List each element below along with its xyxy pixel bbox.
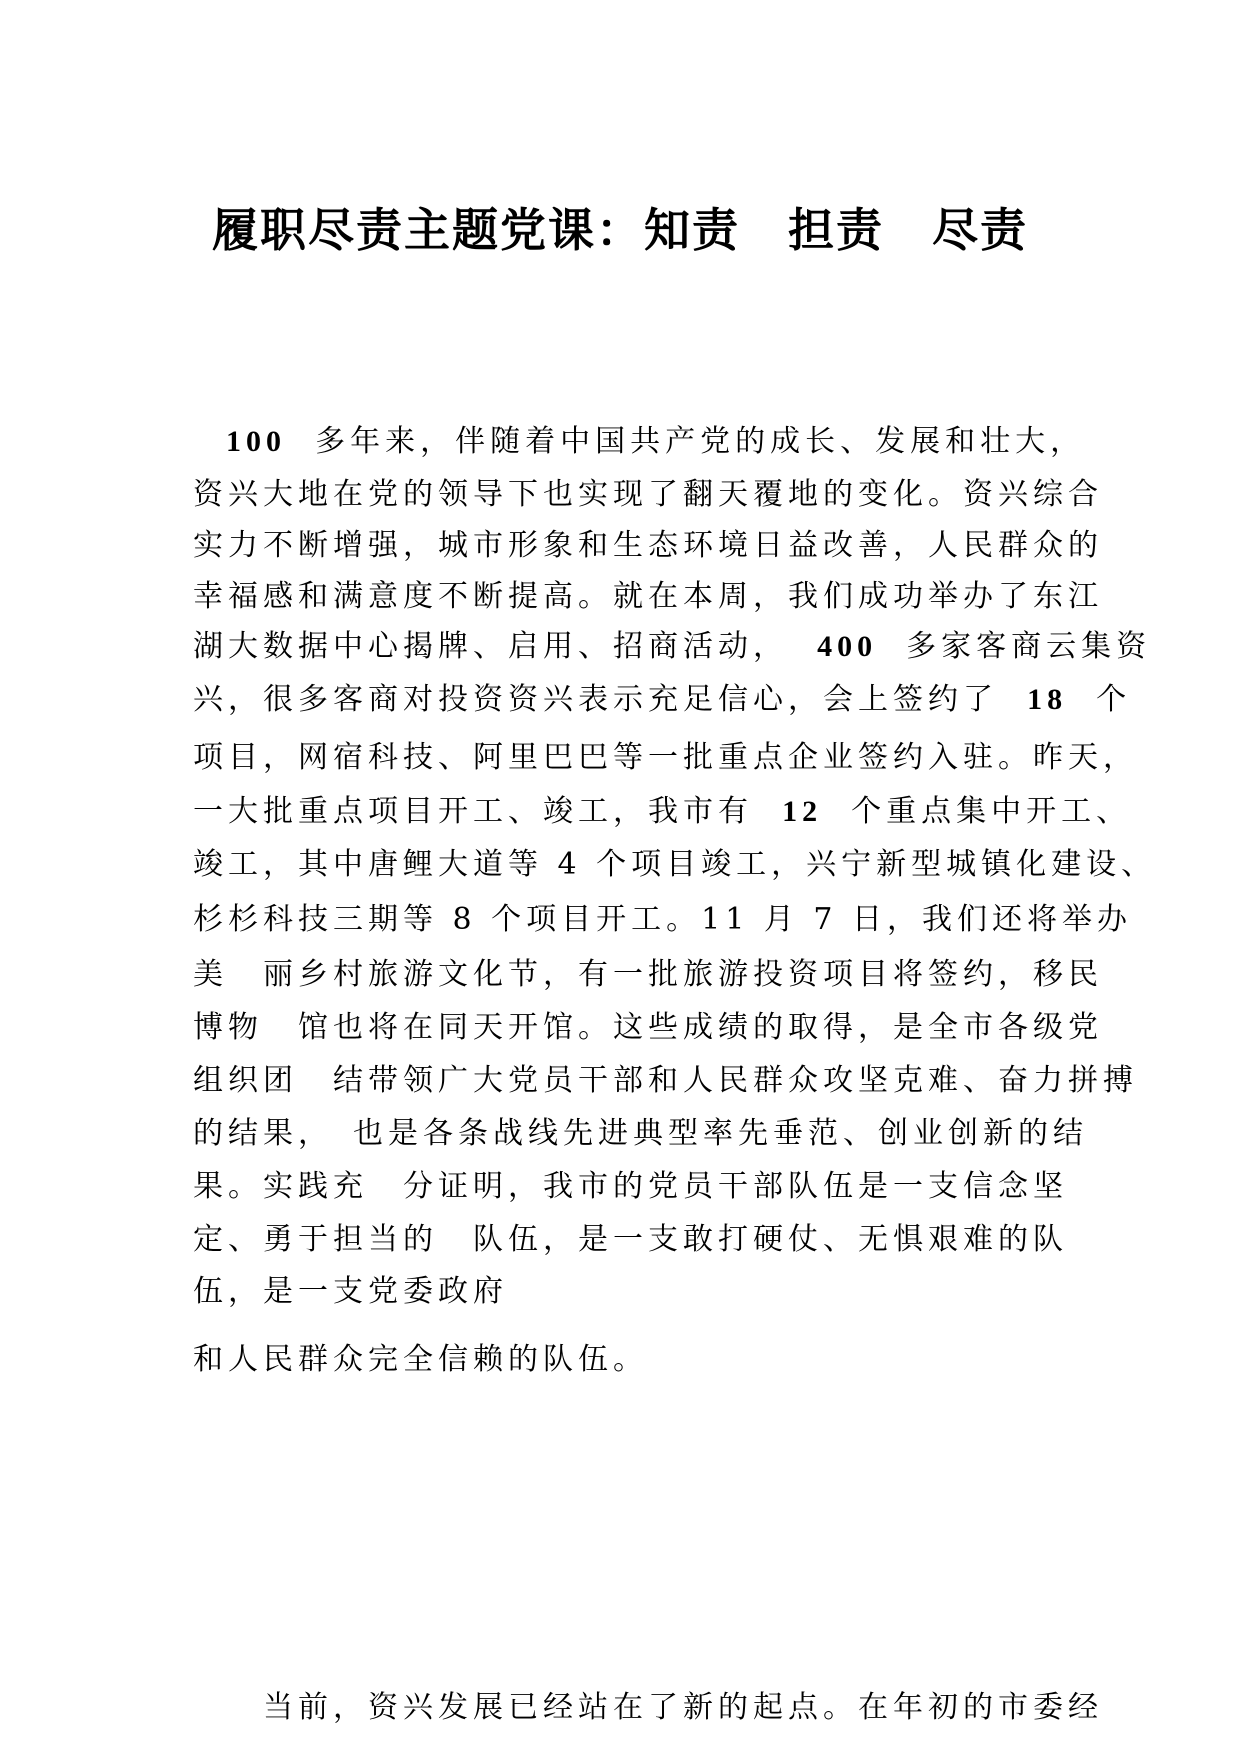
paragraph-line: 伍，是一支党委政府 bbox=[193, 1274, 508, 1309]
document-title: 履职尽责主题党课：知责 担责 尽责 bbox=[212, 203, 1028, 257]
paragraph-line: 资兴大地在党的领导下也实现了翻天覆地的变化。资兴综合 bbox=[193, 477, 1103, 512]
line-text: 个重点集中开工、 bbox=[822, 794, 1132, 829]
line-text: 一大批重点项目开工、竣工，我市有 bbox=[193, 794, 783, 829]
paragraph-line bbox=[193, 792, 1131, 832]
paragraph-line: 当前，资兴发展已经站在了新的起点。在年初的市委经 bbox=[263, 1690, 1103, 1725]
paragraph-line bbox=[193, 627, 1151, 667]
paragraph-line: 的结果， 也是各条战线先进典型率先垂范、创业创新的结 bbox=[193, 1116, 1088, 1151]
paragraph-line: 组织团 结带领广大党员干部和人民群众攻坚克难、奋力拼搏 bbox=[193, 1063, 1138, 1098]
number-text: 12 bbox=[782, 795, 823, 828]
paragraph-line bbox=[193, 680, 1131, 720]
line-text: 多家客商云集资 bbox=[877, 629, 1152, 664]
paragraph-line: 美 丽乡村旅游文化节，有一批旅游投资项目将签约，移民 bbox=[193, 957, 1103, 992]
line-text: 个 bbox=[1067, 682, 1132, 717]
number-text: 100 bbox=[226, 425, 286, 458]
paragraph-line: 竣工，其中唐鲤大道等 4 个项目竣工，兴宁新型城镇化建设、 bbox=[193, 847, 1157, 882]
line-text: 多年来，伴随着中国共产党的成长、发展和壮大， bbox=[286, 424, 1086, 459]
paragraph-line: 和人民群众完全信赖的队伍。 bbox=[193, 1342, 648, 1377]
paragraph-line: 实力不断增强，城市形象和生态环境日益改善，人民群众的 bbox=[193, 528, 1103, 563]
number-text: 18 bbox=[1027, 683, 1068, 716]
paragraph-line: 博物 馆也将在同天开馆。这些成绩的取得，是全市各级党 bbox=[193, 1010, 1103, 1045]
paragraph-line: 项目，网宿科技、阿里巴巴等一批重点企业签约入驻。昨天， bbox=[193, 740, 1138, 775]
line-text: 湖大数据中心揭牌、启用、招商活动， bbox=[193, 629, 818, 664]
paragraph-line: 果。实践充 分证明，我市的党员干部队伍是一支信念坚 bbox=[193, 1169, 1068, 1204]
paragraph-line: 定、勇于担当的 队伍，是一支敢打硬仗、无惧艰难的队 bbox=[193, 1222, 1068, 1257]
number-text: 400 bbox=[817, 630, 878, 663]
paragraph-line bbox=[226, 422, 1085, 462]
paragraph-line: 幸福感和满意度不断提高。就在本周，我们成功举办了东江 bbox=[193, 579, 1103, 614]
line-text: 兴，很多客商对投资资兴表示充足信心，会上签约了 bbox=[193, 682, 1028, 717]
paragraph-line: 杉杉科技三期等 8 个项目开工。11 月 7 日，我们还将举办 bbox=[193, 902, 1133, 937]
